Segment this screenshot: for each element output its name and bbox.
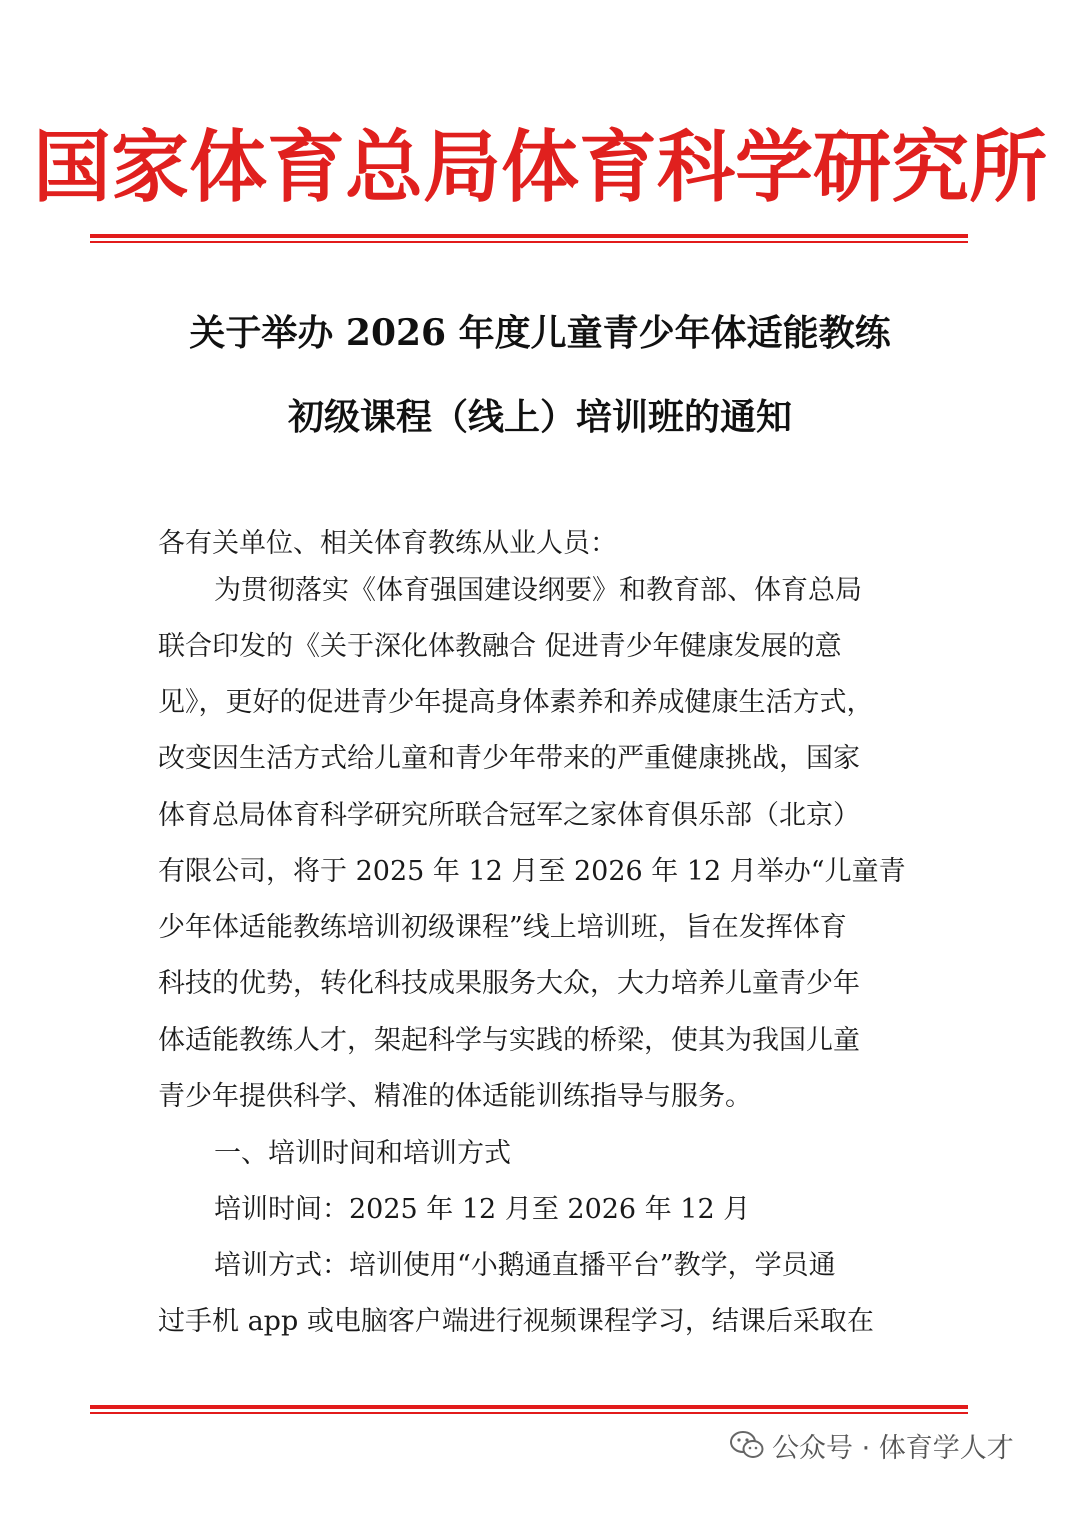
body-line: 过手机 app 或电脑客户端进行视频课程学习，结课后采取在 [158, 1306, 874, 1337]
body-line: 改变因生活方式给儿童和青少年带来的严重健康挑战，国家 [158, 743, 860, 774]
body-line: 少年体适能教练培训初级课程”线上培训班，旨在发挥体育 [158, 912, 847, 943]
document-title-line-2: 初级课程（线上）培训班的通知 [287, 396, 792, 438]
body-line: 为贯彻落实《体育强国建设纲要》和教育部、体育总局 [214, 575, 862, 606]
body-line: 体育总局体育科学研究所联合冠军之家体育俱乐部（北京） [158, 800, 860, 831]
document-title-line-1: 关于举办 2026 年度儿童青少年体适能教练 [189, 312, 891, 354]
divider-thin-line [90, 1412, 968, 1414]
body-line: 联合印发的《关于深化体教融合 促进青少年健康发展的意 [158, 631, 842, 662]
body-line: 有限公司，将于 2025 年 12 月至 2026 年 12 月举办“儿童青 [158, 856, 906, 887]
letterhead-divider [90, 234, 968, 243]
wechat-icon [730, 1430, 764, 1460]
body-line: 科技的优势，转化科技成果服务大众，大力培养儿童青少年 [158, 968, 860, 999]
divider-thin-line [90, 241, 968, 243]
salutation: 各有关单位、相关体育教练从业人员： [158, 528, 617, 559]
watermark-text: 公众号 · 体育学人才 [772, 1432, 1014, 1464]
footer-divider [90, 1405, 968, 1414]
body-line: 培训时间：2025 年 12 月至 2026 年 12 月 [214, 1194, 751, 1225]
body-line: 体适能教练人才，架起科学与实践的桥梁，使其为我国儿童 [158, 1025, 860, 1056]
divider-thick-line [90, 1405, 968, 1409]
letterhead-org-name: 国家体育总局体育科学研究所 [32, 122, 1047, 213]
body-line: 培训方式：培训使用“小鹅通直播平台”教学，学员通 [214, 1250, 836, 1281]
body-line: 见》，更好的促进青少年提高身体素养和养成健康生活方式， [158, 687, 874, 718]
wechat-watermark [730, 1422, 1014, 1468]
section-heading: 一、培训时间和培训方式 [214, 1138, 511, 1169]
body-line: 青少年提供科学、精准的体适能训练指导与服务。 [158, 1081, 752, 1112]
divider-thick-line [90, 234, 968, 238]
